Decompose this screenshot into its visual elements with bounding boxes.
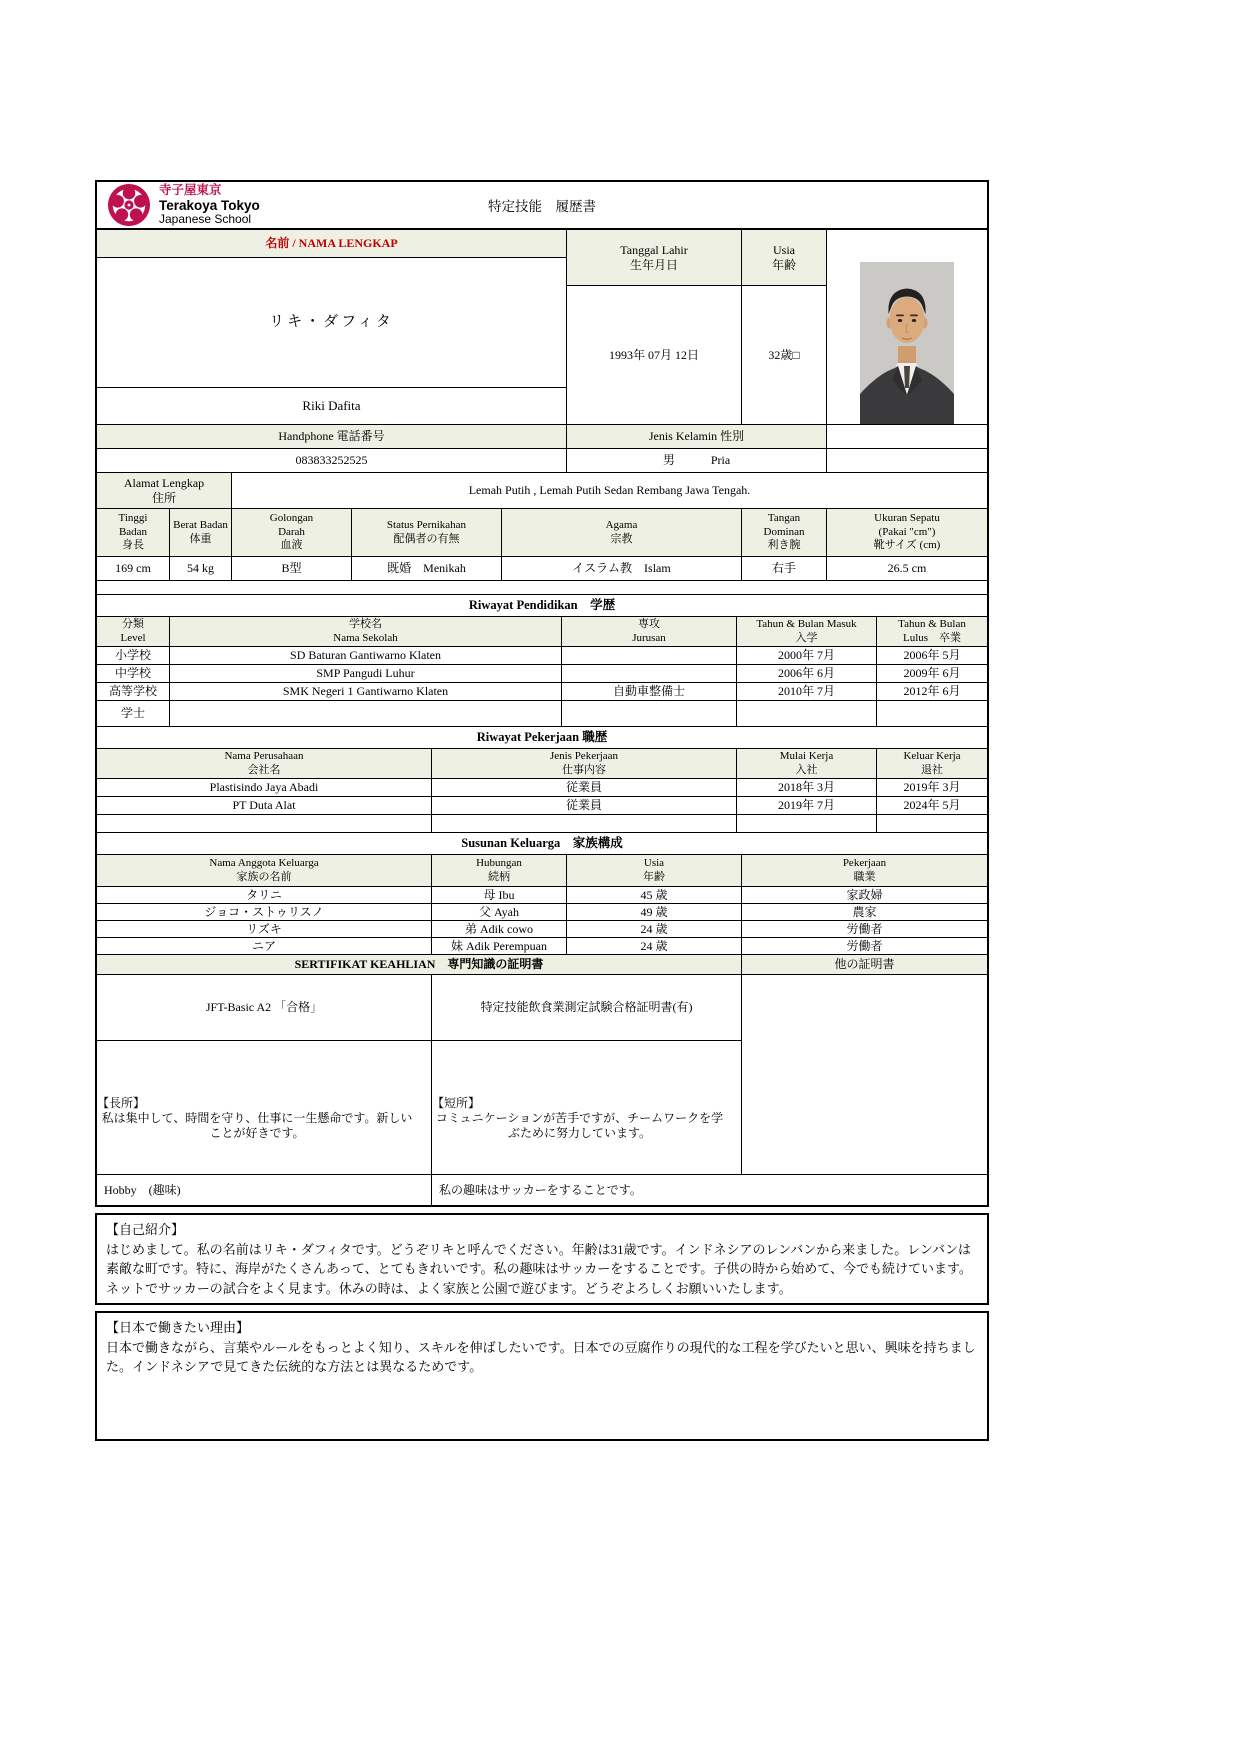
- birth-age-column: [567, 230, 827, 424]
- work-company: [97, 815, 432, 832]
- family-member-relation: 母 Ibu: [432, 887, 567, 903]
- family-header-row: [97, 855, 987, 887]
- weakness-text: コミュニケーションが苦手ですが、チームワークを学ぶために努力しています。: [435, 1111, 724, 1140]
- name-kana: リキ・ダフィタ: [97, 258, 566, 388]
- education-level: 小学校: [97, 647, 170, 664]
- phone-value: 083833252525: [97, 449, 567, 472]
- self-intro-box: [95, 1213, 989, 1305]
- birthdate-value: 1993年 07月 12日: [567, 286, 742, 424]
- strength-title: 【長所】: [97, 1096, 146, 1110]
- family-member-job: 農家: [852, 904, 877, 919]
- certificate-section-title: SERTIFIKAT KEAHLIAN 専門知識の証明書: [97, 955, 742, 974]
- work-jobtype: [432, 815, 737, 832]
- phone-gender-spacer: [827, 425, 987, 448]
- age-value: 32歳□: [768, 347, 800, 362]
- hobby-label: Hobby (趣味): [97, 1175, 432, 1205]
- family-member-age: 45 歳: [567, 887, 742, 903]
- family-member-relation: 父 Ayah: [432, 904, 567, 920]
- shoe-size-label: Ukuran Sepatu (Pakai "cm") 靴サイズ (cm): [827, 509, 987, 556]
- self-intro-title: 【自己紹介】: [106, 1222, 185, 1237]
- work-row: [97, 779, 987, 797]
- logo-en-sub: Japanese School: [159, 212, 252, 227]
- name-column: [97, 230, 567, 424]
- document-header: [95, 180, 989, 230]
- education-level: 中学校: [97, 665, 170, 682]
- education-grad-header: Tahun & Bulan Lulus 卒業: [877, 617, 987, 646]
- family-member-job: 家政婦: [846, 887, 883, 902]
- physical-value-row: [97, 557, 987, 581]
- reason-text: 日本で働きながら、言葉やルールをもっとよく知り、スキルを伸ばしたいです。日本での豆腐作りの現代的な工程を学びたいと思い、興味を持ちました。インドネシアで見てきた伝統的な方法とは異なるためです。: [106, 1339, 976, 1374]
- applicant-photo: [860, 262, 954, 424]
- family-row: [97, 904, 987, 921]
- family-row: [97, 938, 987, 955]
- family-member-job: 労働者: [846, 938, 883, 953]
- education-level-header: 分類 Level: [97, 617, 170, 646]
- weight-label: Berat Badan 体重: [170, 509, 232, 556]
- marital-status-label: Status Pernikahan 配偶者の有無: [352, 509, 502, 556]
- reason-title: 【日本で働きたい理由】: [106, 1320, 250, 1335]
- work-start-date: [737, 815, 877, 832]
- age-label: Usia 年齢: [742, 230, 826, 285]
- family-age-header: Usia 年齢: [567, 855, 742, 886]
- education-grad-date: [877, 701, 987, 726]
- education-section-title: Riwayat Pendidikan 学歴: [468, 597, 616, 612]
- blood-type-value: B型: [232, 557, 352, 580]
- family-relation-header: Hubungan 続柄: [432, 855, 567, 886]
- resume-sheet: [95, 180, 989, 1441]
- name-label: 名前 / NAMA LENGKAP: [97, 230, 566, 258]
- family-section-title-row: [97, 833, 987, 855]
- marital-status-value: 既婚 Menikah: [352, 557, 502, 580]
- education-level: 高等学校: [97, 683, 170, 700]
- physical-header-row: [97, 509, 987, 557]
- name-romaji: Riki Dafita: [302, 397, 361, 413]
- work-start-header: Mulai Kerja 入社: [737, 749, 877, 778]
- education-major: [562, 665, 737, 682]
- gender-label: Jenis Kelamin 性別: [567, 425, 827, 448]
- hobby-value: 私の趣味はサッカーをすることです。: [439, 1182, 642, 1197]
- work-jobtype: 従業員: [432, 779, 737, 796]
- family-member-age: 24 歳: [567, 938, 742, 954]
- education-enter-date: 2010年 7月: [737, 683, 877, 700]
- shoe-size-value: 26.5 cm: [887, 561, 927, 575]
- education-grad-date: 2006年 5月: [903, 648, 961, 662]
- education-enter-date: 2006年 6月: [737, 665, 877, 682]
- address-row: [97, 473, 987, 509]
- family-member-age: 49 歳: [567, 904, 742, 920]
- work-start-date: 2019年 7月: [737, 797, 877, 814]
- education-grad-date: 2012年 6月: [903, 684, 961, 698]
- certificate-main: JFT-Basic A2 「合格」: [97, 975, 432, 1040]
- education-section-title-row: [97, 595, 987, 617]
- education-level: 学士: [97, 701, 170, 726]
- education-major-header: 専攻 Jurusan: [562, 617, 737, 646]
- education-major: [562, 701, 737, 726]
- work-row: [97, 815, 987, 833]
- family-member-name: リズキ: [97, 921, 432, 937]
- education-major: [562, 647, 737, 664]
- logo-en-name: Terakoya Tokyo: [159, 197, 260, 213]
- family-row: [97, 887, 987, 904]
- photo-cell: [827, 230, 987, 424]
- work-header-row: [97, 749, 987, 779]
- reason-box: [95, 1311, 989, 1441]
- dominant-hand-value: 右手: [742, 557, 827, 580]
- work-end-header: Keluar Kerja 退社: [877, 749, 987, 778]
- strength-cell: [97, 1041, 432, 1174]
- work-end-date: [877, 815, 987, 832]
- weakness-title: 【短所】: [432, 1096, 481, 1110]
- resume-table: [95, 228, 989, 1207]
- weakness-cell: [432, 1041, 741, 1174]
- identity-block: [97, 230, 987, 425]
- section-spacer-row: [97, 581, 987, 595]
- family-section-title: Susunan Keluarga 家族構成: [461, 835, 623, 850]
- work-row: [97, 797, 987, 815]
- family-member-relation: 妹 Adik Perempuan: [432, 938, 567, 954]
- height-value: 169 cm: [97, 557, 170, 580]
- certificate-header-row: [97, 955, 987, 975]
- hobby-row: [97, 1175, 987, 1205]
- phone-gender-value-row: [97, 449, 987, 473]
- education-school: SMP Pangudi Luhur: [170, 665, 562, 682]
- education-grad-date: 2009年 6月: [903, 666, 961, 680]
- dominant-hand-label: Tangan Dominan 利き腕: [742, 509, 827, 556]
- religion-value: イスラム教 Islam: [502, 557, 742, 580]
- certificate-strength-block: [97, 975, 987, 1175]
- family-row: [97, 921, 987, 938]
- education-enter-header: Tahun & Bulan Masuk 入学: [737, 617, 877, 646]
- work-jobtype-header: Jenis Pekerjaan 仕事内容: [432, 749, 737, 778]
- family-member-job: 労働者: [846, 921, 883, 936]
- address-value: Lemah Putih , Lemah Putih Sedan Rembang Jawa Tengah.: [468, 483, 751, 497]
- strength-text: 私は集中して、時間を守り、仕事に一生懸命です。新しいことが好きです。: [101, 1111, 413, 1140]
- work-end-date: 2024年 5月: [903, 798, 961, 812]
- work-company: Plastisindo Jaya Abadi: [97, 779, 432, 796]
- weight-value: 54 kg: [170, 557, 232, 580]
- work-company-header: Nama Perusahaan 会社名: [97, 749, 432, 778]
- religion-label: Agama 宗教: [502, 509, 742, 556]
- education-major: 自動車整備士: [562, 683, 737, 700]
- phone-label: Handphone 電話番号: [97, 425, 567, 448]
- work-company: PT Duta Alat: [97, 797, 432, 814]
- blood-type-label: Golongan Darah 血液: [232, 509, 352, 556]
- education-row: [97, 665, 987, 683]
- work-jobtype: 従業員: [432, 797, 737, 814]
- work-end-date: 2019年 3月: [903, 780, 961, 794]
- birthdate-label: Tanggal Lahir 生年月日: [567, 230, 742, 285]
- other-certificate-cell: [742, 975, 987, 1174]
- family-name-header: Nama Anggota Keluarga 家族の名前: [97, 855, 432, 886]
- education-enter-date: 2000年 7月: [737, 647, 877, 664]
- self-intro-text: はじめまして。私の名前はリキ・ダフィタです。どうぞリキと呼んでください。年齢は31歳です。インドネシアのレンバンから来ました。レンバンは素敵な町です。特に、海岸がたくさんあって、とてもきれいです。私の趣味はサッカーをすることです。子供の時から始めて、今でも続けています。ネットでサッカーの試合をよく見ます。休みの時は、よく家族と公園で遊びます。どうぞよろしくお願いいたします。: [106, 1241, 972, 1296]
- education-row: [97, 647, 987, 665]
- gender-value: 男 Pria: [567, 449, 827, 472]
- work-section-title: Riwayat Pekerjaan 職歴: [476, 729, 608, 744]
- phone-gender-value-spacer: [827, 449, 987, 472]
- work-section-title-row: [97, 727, 987, 749]
- family-member-age: 24 歳: [567, 921, 742, 937]
- height-label: Tinggi Badan 身長: [97, 509, 170, 556]
- education-school: [170, 701, 562, 726]
- document-title: 特定技能 履歴書: [488, 199, 596, 214]
- family-member-relation: 弟 Adik cowo: [432, 921, 567, 937]
- education-school: SMK Negeri 1 Gantiwarno Klaten: [170, 683, 562, 700]
- family-job-header: Pekerjaan 職業: [742, 855, 987, 886]
- phone-gender-header-row: [97, 425, 987, 449]
- family-member-name: ジョコ・ストゥリスノ: [97, 904, 432, 920]
- family-member-name: タリニ: [97, 887, 432, 903]
- certificate-skill: 特定技能飲食業測定試験合格証明書(有): [480, 1000, 693, 1014]
- education-school: SD Baturan Gantiwarno Klaten: [170, 647, 562, 664]
- education-row: [97, 683, 987, 701]
- education-row: [97, 701, 987, 727]
- logo-jp-name: 寺子屋東京: [159, 183, 222, 198]
- other-certificate-title: 他の証明書: [742, 955, 987, 974]
- education-enter-date: [737, 701, 877, 726]
- education-school-header: 学校名 Nama Sekolah: [170, 617, 562, 646]
- work-start-date: 2018年 3月: [737, 779, 877, 796]
- address-label: Alamat Lengkap 住所: [97, 473, 232, 508]
- family-member-name: ニア: [97, 938, 432, 954]
- education-header-row: [97, 617, 987, 647]
